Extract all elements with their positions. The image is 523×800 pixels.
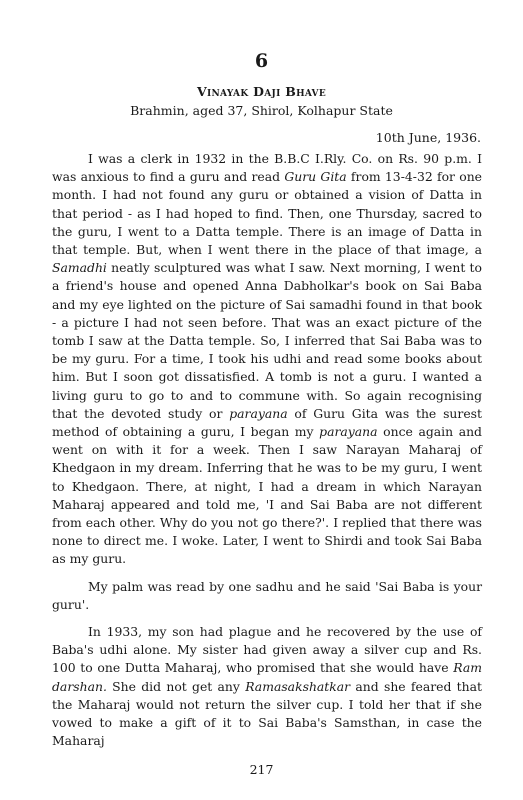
text-run: She did not get any (106, 678, 246, 694)
italic-term: parayana (229, 405, 288, 421)
text-run: of Guru Gita was the surest method of obtaining a guru, I began my (52, 405, 482, 440)
text-run: In 1933, my son had plague and he recovered by the use of Baba's udhi alone. My sister had given away a silver cup and Rs. 100 to one Dutta Maharaj, who promised that she would have (52, 624, 482, 676)
paragraph-3 (52, 623, 482, 750)
text-run: from 13-4-32 for one month. I had not found any guru or obtained a vision of Datta in that period - as I had hoped to find. Then, one Thursday, sacred to the guru, I went to a Datta temple. There is an image of Datta in that temple. But, when I went there in the place of that image, a (52, 169, 483, 258)
author-name: Vinayak Daji Bhave (197, 84, 326, 99)
text-run: and she feared that the Maharaj would not return the silver cup. I told her that if she vowed to make a gift of it to Sai Baba's Samsthan, in case the Maharaj (52, 678, 482, 749)
statement-date: 10th June, 1936. (375, 130, 481, 145)
paragraph-2 (52, 578, 482, 614)
body-text (52, 150, 482, 760)
page-number: 217 (249, 762, 274, 777)
paragraph-1 (52, 150, 482, 569)
text-run: My palm was read by one sadhu and he said 'Sai Baba is your guru'. (52, 578, 482, 612)
author-details: Brahmin, aged 37, Shirol, Kolhapur State (130, 103, 393, 118)
text-run: I was a clerk in 1932 in the B.B.C I.Rly. Co. on Rs. 90 p.m. I was anxious to find a guru and read (52, 151, 482, 185)
italic-term: Guru Gita (284, 169, 347, 185)
text-run: once again and went on with it for a week. Then I saw Narayan Maharaj of Khedgaon in my dream. Inferring that he was to be my guru, I went to Khedgaon. There, at night, I had a dream in which Narayan Maharaj appeared and told me, 'I and Sai Baba are not different from each other. Why do you not go there?'. I replied that there was none to direct me. I woke. Later, I went to Shirdi and took Sai Baba as my guru. (52, 424, 482, 567)
italic-term: Ramasakshatkar (245, 678, 351, 694)
text-run: neatly sculptured was what I saw. Next morning, I went to a friend's house and opened Anna Dabholkar's book on Sai Baba and my eye lighted on the picture of Sai samadhi found in that book - a picture I had not seen before. That was an exact picture of the tomb I saw at the Datta temple. So, I inferred that Sai Baba was to be my guru. For a time, I took his udhi and read some books about him. But I soon got dissatisfied. A tomb is not a guru. I wanted a living guru to go to and to commune with. So again recognising that the devoted study or (52, 260, 482, 421)
chapter-number: 6 (254, 50, 269, 72)
italic-term: parayana (319, 424, 378, 440)
italic-term: Ram darshan. (52, 660, 482, 694)
italic-term: Samadhi (52, 260, 107, 276)
